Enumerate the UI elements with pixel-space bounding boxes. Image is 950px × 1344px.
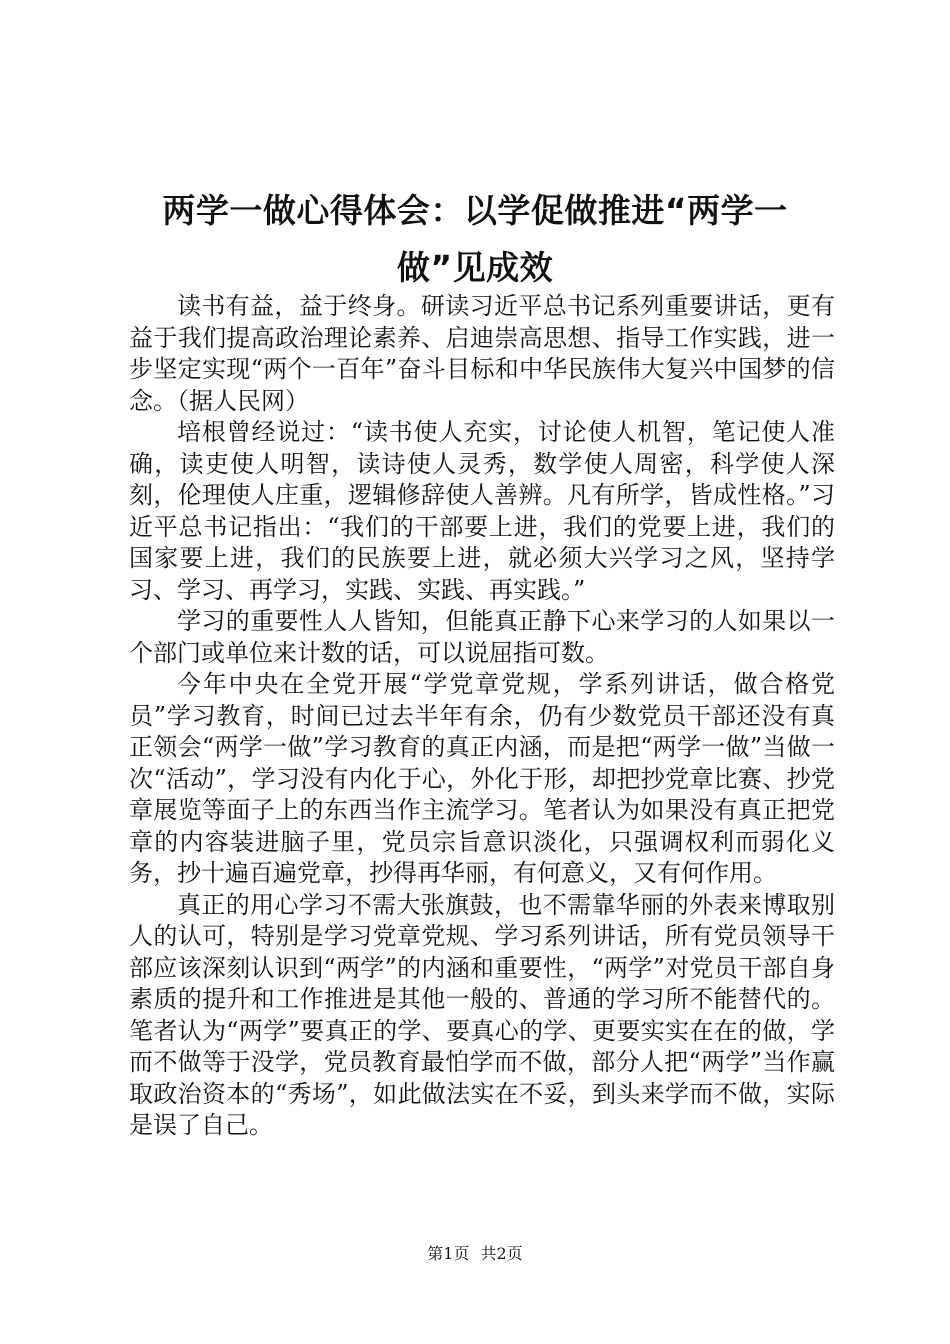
paragraph: 学习的重要性人人皆知，但能真正静下心来学习的人如果以一个部门或单位来计数的话，可以说屈指可数。 [129, 607, 835, 667]
title-line-1: 两学一做心得体会：以学促做推进“两学一 [162, 191, 788, 230]
title-line-2: 做”见成效 [396, 248, 554, 287]
paragraph: 今年中央在全党开展“学党章党规，学系列讲话，做合格党员”学习教育，时间已过去半年有余，仍有少数党员干部还没有真正领会“两学一做”学习教育的真正内涵，而是把“两学一做”当做一次“活动”，学习没有内化于心，外化于形，却把抄党章比赛、抄党章展览等面子上的东西当作主流学习。笔者认为如果没有真正把党章的内容装进脑子里，党员宗旨意识淡化，只强调权利而弱化义务，抄十遍百遍党章，抄得再华丽，有何意义，又有何作用。 [129, 670, 835, 887]
page-title [120, 182, 830, 296]
page-footer [0, 1243, 950, 1265]
paragraph: 培根曾经说过：“读书使人充实，讨论使人机智，笔记使人准确，读吏使人明智，读诗使人灵秀，数学使人周密，科学使人深刻，伦理使人庄重，逻辑修辞使人善辨。凡有所学，皆成性格。”习近平总书记指出：“我们的干部要上进，我们的党要上进，我们的国家要上进，我们的民族要上进，就必须大兴学习之风，坚持学习、学习、再学习，实践、实践、再实践。” [129, 418, 835, 604]
page-total: 共2页 [480, 1244, 523, 1263]
page-number: 第1页 [427, 1244, 470, 1263]
document-body [129, 291, 835, 1142]
paragraph: 真正的用心学习不需大张旗鼓，也不需靠华丽的外表来博取别人的认可，特别是学习党章党规、学习系列讲话，所有党员领导干部应该深刻认识到“两学”的内涵和重要性，“两学”对党员干部自身素质的提升和工作推进是其他一般的、普通的学习所不能替代的。笔者认为“两学”要真正的学、要真心的学、更要实实在在的做，学而不做等于没学，党员教育最怕学而不做，部分人把“两学”当作赢取政治资本的“秀场”，如此做法实在不妥，到头来学而不做，实际是误了自己。 [129, 890, 835, 1139]
paragraph: 读书有益，益于终身。研读习近平总书记系列重要讲话，更有益于我们提高政治理论素养、启迪崇高思想、指导工作实践，进一步坚定实现“两个一百年”奋斗目标和中华民族伟大复兴中国梦的信念。（据人民网） [129, 292, 835, 415]
